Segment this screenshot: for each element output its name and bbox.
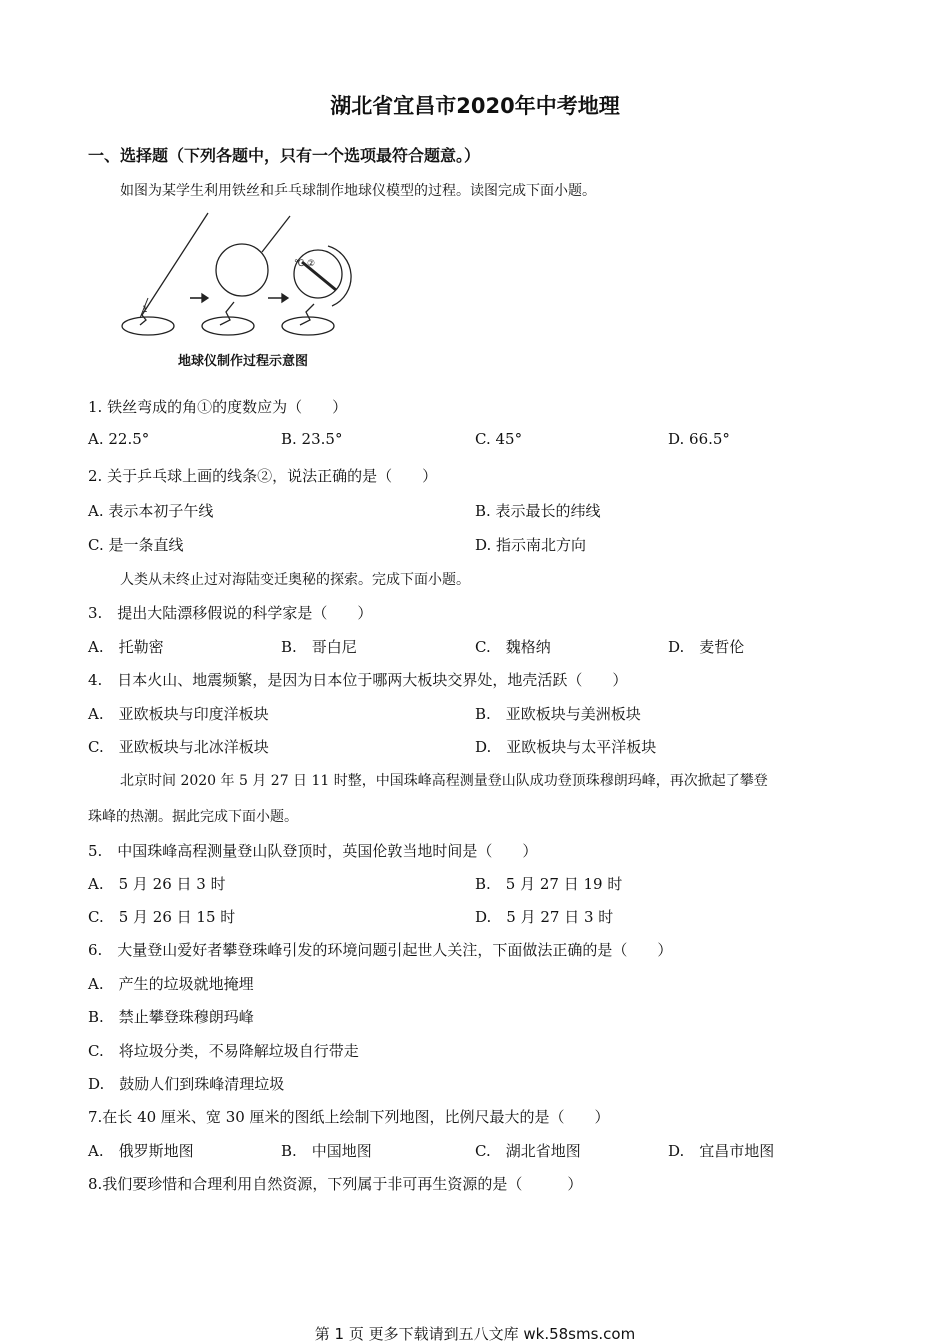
- q7-option-a: A. 俄罗斯地图: [88, 1142, 194, 1160]
- q1-option-b: B. 23.5°: [281, 430, 343, 448]
- q5-option-c: C. 5 月 26 日 15 时: [88, 908, 236, 926]
- question-7-stem: 7.在长 40 厘米、宽 30 厘米的图纸上绘制下列地图，比例尺最大的是（ ）: [88, 1108, 610, 1126]
- question-5-stem: 5. 中国珠峰高程测量登山队登顶时，英国伦敦当地时间是（ ）: [88, 842, 538, 860]
- question-2-stem: 2. 关于乒乓球上画的线条②，说法正确的是（ ）: [88, 467, 438, 485]
- section-heading: 一、选择题（下列各题中，只有一个选项最符合题意。）: [88, 146, 481, 165]
- question-3-stem: 3. 提出大陆漂移假说的科学家是（ ）: [88, 604, 373, 622]
- q4-option-a: A. 亚欧板块与印度洋板块: [88, 705, 269, 723]
- line-label: ℃ ②: [294, 259, 316, 269]
- angle-label: 1: [142, 305, 148, 315]
- globe-making-figure: [118, 208, 368, 373]
- intro-paragraph-1: 如图为某学生利用铁丝和乒乓球制作地球仪模型的过程。读图完成下面小题。: [120, 183, 596, 199]
- q2-option-b: B. 表示最长的纬线: [475, 502, 601, 520]
- q2-option-c: C. 是一条直线: [88, 536, 184, 554]
- intro-paragraph-3-line-1: 北京时间 2020 年 5 月 27 日 11 时整，中国珠峰高程测量登山队成功登顶珠穆朗玛峰，再次掀起了攀登: [120, 773, 768, 789]
- q3-option-a: A. 托勒密: [88, 638, 164, 656]
- q5-option-a: A. 5 月 26 日 3 时: [88, 875, 226, 893]
- q1-option-c: C. 45°: [475, 430, 523, 448]
- intro-paragraph-3-line-2: 珠峰的热潮。据此完成下面小题。: [88, 809, 298, 825]
- q5-option-d: D. 5 月 27 日 3 时: [475, 908, 614, 926]
- q4-option-c: C. 亚欧板块与北冰洋板块: [88, 738, 269, 756]
- page-title: 湖北省宜昌市2020年中考地理: [330, 94, 620, 118]
- question-6-stem: 6. 大量登山爱好者攀登珠峰引发的环境问题引起世人关注，下面做法正确的是（ ）: [88, 941, 673, 959]
- q5-option-b: B. 5 月 27 日 19 时: [475, 875, 623, 893]
- intro-paragraph-2: 人类从未终止过对海陆变迁奥秘的探索。完成下面小题。: [120, 572, 470, 588]
- q6-option-a: A. 产生的垃圾就地掩埋: [88, 975, 254, 993]
- q2-option-d: D. 指示南北方向: [475, 536, 587, 554]
- question-8-stem: 8.我们要珍惜和合理利用自然资源，下列属于非可再生资源的是（ ）: [88, 1175, 583, 1193]
- q4-option-d: D. 亚欧板块与太平洋板块: [475, 738, 657, 756]
- q7-option-b: B. 中国地图: [281, 1142, 372, 1160]
- figure-caption: 地球仪制作过程示意图: [177, 354, 308, 369]
- page-footer: 第 1 页 更多下载请到五八文库 wk.58sms.com: [314, 1325, 636, 1343]
- q7-option-c: C. 湖北省地图: [475, 1142, 581, 1160]
- q2-option-a: A. 表示本初子午线: [88, 502, 214, 520]
- q7-option-d: D. 宜昌市地图: [668, 1142, 775, 1160]
- q3-option-c: C. 魏格纳: [475, 638, 551, 656]
- q3-option-d: D. 麦哲伦: [668, 638, 745, 656]
- q6-option-c: C. 将垃圾分类，不易降解垃圾自行带走: [88, 1042, 359, 1060]
- globe-diagram: [118, 208, 368, 348]
- q6-option-b: B. 禁止攀登珠穆朗玛峰: [88, 1008, 254, 1026]
- q1-option-a: A. 22.5°: [88, 430, 150, 448]
- q4-option-b: B. 亚欧板块与美洲板块: [475, 705, 641, 723]
- q3-option-b: B. 哥白尼: [281, 638, 357, 656]
- question-4-stem: 4. 日本火山、地震频繁，是因为日本位于哪两大板块交界处，地壳活跃（ ）: [88, 671, 628, 689]
- q1-option-d: D. 66.5°: [668, 430, 730, 448]
- question-1-stem: 1. 铁丝弯成的角①的度数应为（ ）: [88, 398, 348, 416]
- q6-option-d: D. 鼓励人们到珠峰清理垃圾: [88, 1075, 285, 1093]
